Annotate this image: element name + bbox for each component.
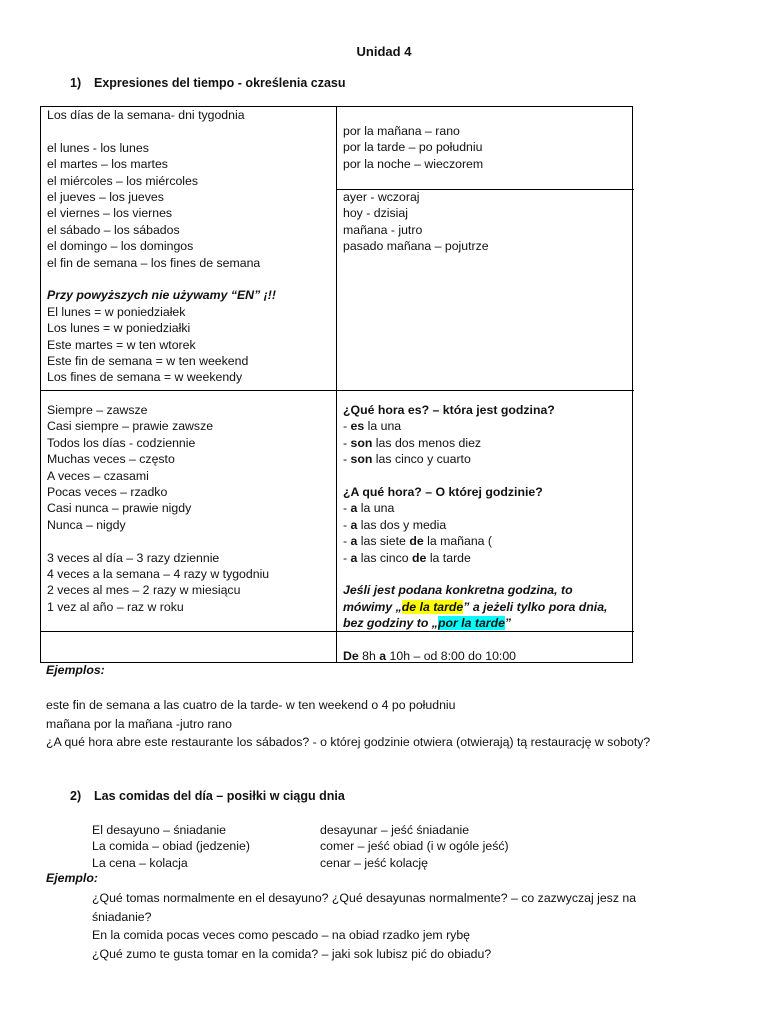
frequency-count-item: 4 veces a la semana – 4 razy w tygodniu (47, 567, 270, 582)
highlight-por-la-tarde: por la tarde (437, 616, 505, 631)
frequency-item: Casi nunca – prawie nigdy (47, 501, 192, 516)
section-2-heading (70, 789, 345, 803)
frequency-item: Siempre – zawsze (47, 403, 148, 417)
examples-list (46, 696, 650, 752)
cell-time (343, 402, 607, 632)
time-note: bez godziny to „por la tarde” (343, 616, 512, 631)
highlight-de-la-tarde: de la tarde (401, 599, 464, 614)
day-example: Este fin de semana = w ten weekend (47, 354, 249, 369)
day-item: el viernes – los viernes (47, 206, 173, 221)
part-of-day-item: por la noche – wieczorem (343, 156, 484, 171)
example-item: mañana por la mañana -jutro rano (46, 716, 232, 731)
day-example: Los fines de semana = w weekendy (47, 370, 243, 385)
cell-time-range (343, 648, 516, 664)
day-item: el sábado – los sábados (47, 222, 180, 237)
cell-frequency (47, 402, 269, 615)
frequency-count-item: 3 veces al día – 3 razy dziennie (47, 550, 220, 565)
section-2-number: 2) (70, 789, 82, 803)
cell-days-of-week (47, 107, 276, 386)
cell-relative-days (343, 189, 489, 255)
relative-day-item: ayer - wczoraj (343, 190, 420, 204)
day-item: el martes – los martes (47, 157, 168, 172)
frequency-item: Casi siempre – prawie zawsze (47, 419, 214, 434)
time-answer: - es la una (343, 419, 402, 434)
section-1-number: 1) (70, 76, 82, 90)
cell-parts-of-day (343, 123, 483, 172)
time-answer: - a la una (343, 501, 395, 516)
section-1-heading-text: Expresiones del tiempo - określenia czasu (94, 76, 346, 90)
meal-example-item: śniadanie? (92, 909, 152, 924)
time-answer: - son las dos menos diez (343, 435, 482, 450)
meal-example-item: En la comida pocas veces como pescado – na obiad rzadko jem rybę (92, 928, 470, 943)
meal-examples-list (92, 889, 636, 963)
day-item: el lunes - los lunes (47, 140, 149, 155)
day-item: el domingo – los domingos (47, 239, 194, 254)
time-answer: - a las cinco de la tarde (343, 550, 471, 565)
section-1-heading (70, 76, 345, 90)
frequency-item: Nunca – nigdy (47, 517, 126, 532)
meal-item: La cena – kolacja (92, 855, 188, 870)
day-item: el jueves – los jueves (47, 190, 164, 205)
frequency-item: Pocas veces – rzadko (47, 485, 168, 500)
relative-day-item: mañana - jutro (343, 222, 423, 237)
day-item: el miércoles – los miércoles (47, 173, 199, 188)
part-of-day-item: por la tarde – po południu (343, 140, 483, 155)
time-expressions-table (40, 106, 633, 663)
example-item: este fin de semana a las cuatro de la tarde- w ten weekend o 4 po południu (46, 698, 456, 712)
meal-example-item: ¿Qué tomas normalmente en el desayuno? ¿Qué desayunas normalmente? – co zazwyczaj jesz na (92, 891, 637, 905)
example-item: ¿A qué hora abre este restaurante los sábados? - o której godzinie otwiera (otwierają) tą restaurację w soboty? (46, 735, 651, 749)
frequency-count-item: 2 veces al mes – 2 razy w miesiącu (47, 583, 241, 598)
time-answer: - son las cinco y cuarto (343, 452, 471, 467)
part-of-day-item: por la mañana – rano (343, 124, 460, 138)
days-header: Los días de la semana- dni tygodnia (47, 108, 245, 122)
time-question-2: ¿A qué hora? – O której godzinie? (343, 485, 543, 500)
frequency-item: Todos los días - codziennie (47, 435, 196, 450)
time-note: mówimy „de la tarde” a jeżeli tylko pora dnia, (343, 599, 608, 614)
meal-example-item: ¿Qué zumo te gusta tomar en la comida? – jaki sok lubisz pić do obiadu? (92, 946, 492, 961)
table-column-divider (336, 107, 337, 662)
section-2-heading-text: Las comidas del día – posiłki w ciągu dnia (94, 789, 345, 803)
relative-day-item: pasado mañana – pojutrze (343, 239, 489, 254)
time-range: De 8h a 10h – od 8:00 do 10:00 (343, 649, 517, 663)
days-note: Przy powyższych nie używamy “EN” ¡!! (47, 288, 276, 303)
meal-item: El desayuno – śniadanie (92, 823, 226, 837)
frequency-count-item: 1 vez al año – raz w roku (47, 599, 184, 614)
meal-verb-item: comer – jeść obiad (i w ogóle jeść) (320, 839, 509, 854)
meals-left (92, 822, 250, 871)
meal-verb-item: desayunar – jeść śniadanie (320, 823, 470, 837)
examples-label: Ejemplos: (46, 663, 105, 677)
meals-right (320, 822, 509, 871)
table-row-divider (41, 390, 634, 391)
example-label: Ejemplo: (46, 871, 98, 885)
day-item: el fin de semana – los fines de semana (47, 255, 261, 270)
day-example: El lunes = w poniedziałek (47, 304, 186, 319)
meal-item: La comida – obiad (jedzenie) (92, 839, 250, 854)
time-answer: - a las dos y media (343, 517, 447, 532)
day-example: Este martes = w ten wtorek (47, 337, 196, 352)
frequency-item: A veces – czasami (47, 468, 149, 483)
meal-verb-item: cenar – jeść kolację (320, 855, 428, 870)
frequency-item: Muchas veces – często (47, 452, 175, 467)
time-note: Jeśli jest podana konkretna godzina, to (343, 583, 573, 598)
time-question-1: ¿Qué hora es? – która jest godzina? (343, 403, 555, 417)
day-example: Los lunes = w poniedziałki (47, 321, 191, 336)
time-answer: - a las siete de la mañana ( (343, 534, 493, 549)
page-title: Unidad 4 (356, 44, 412, 59)
relative-day-item: hoy - dzisiaj (343, 206, 408, 221)
